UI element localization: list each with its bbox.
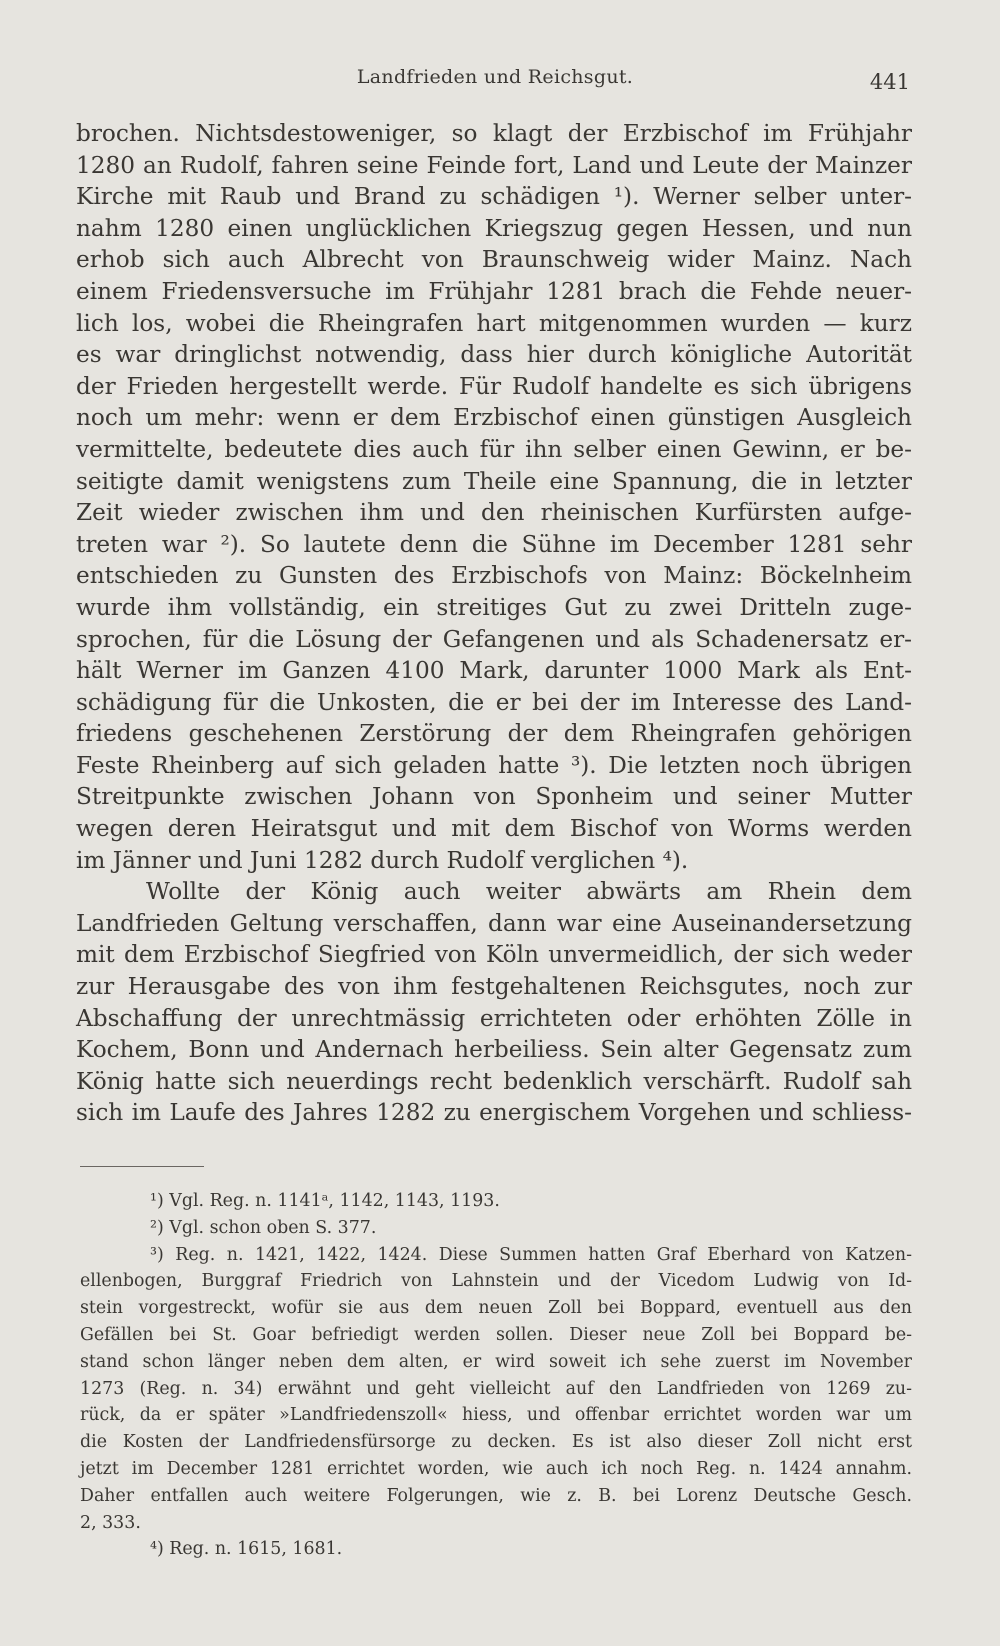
- footnote-line: ellenbogen, Burggraf Friedrich von Lahnstein und der Vicedom Ludwig von Id-: [80, 1271, 912, 1292]
- text-line: lich los, wobei die Rheingrafen hart mitgenommen wurden — kurz: [76, 309, 912, 337]
- text-line: brochen. Nichtsdestoweniger, so klagt der Erzbischof im Frühjahr: [76, 120, 912, 147]
- footnote-line: Daher entfallen auch weitere Folgerungen, wie z. B. bei Lorenz Deutsche Gesch.: [80, 1485, 912, 1506]
- text-line: friedens geschehenen Zerstörung der dem Rheingrafen gehörigen: [76, 720, 912, 748]
- text-line: 1280 an Rudolf, fahren seine Feinde fort, Land und Leute der Mainzer: [76, 151, 912, 179]
- text-line: seitigte damit wenigstens zum Theile eine Spannung, die in letzter: [76, 467, 912, 495]
- text-line: Landfrieden Geltung verschaffen, dann war eine Auseinandersetzung: [76, 909, 912, 937]
- footnote-2: ²) Vgl. schon oben S. 377.: [150, 1217, 377, 1238]
- text-line: sich im Laufe des Jahres 1282 zu energischem Vorgehen und schliess-: [76, 1099, 912, 1127]
- text-line: sprochen, für die Lösung der Gefangenen und als Schadenersatz er-: [76, 625, 912, 653]
- text-line: vermittelte, bedeutete dies auch für ihn selber einen Gewinn, er be-: [76, 435, 912, 463]
- text-line: mit dem Erzbischof Siegfried von Köln unvermeidlich, der sich weder: [76, 941, 912, 969]
- footnote-line: stein vorgestreckt, wofür sie aus dem neuen Zoll bei Boppard, eventuell aus den: [80, 1298, 912, 1319]
- footnote-line: Gefällen bei St. Goar befriedigt werden sollen. Dieser neue Zoll bei Boppard be-: [80, 1324, 912, 1345]
- running-title: Landfrieden und Reichsgut.: [356, 66, 634, 88]
- text-line: zur Herausgabe des von ihm festgehaltenen Reichsgutes, noch zur: [76, 973, 912, 1001]
- footnote-line: 2, 333.: [80, 1512, 141, 1533]
- footnote-line: die Kosten der Landfriedensfürsorge zu decken. Es ist also dieser Zoll nicht erst: [80, 1432, 912, 1453]
- text-line: Feste Rheinberg auf sich geladen hatte ³). Die letzten noch übrigen: [76, 751, 912, 779]
- footnote-divider: [80, 1166, 204, 1167]
- footnote-line: rück, da er später »Landfriedenszoll« hiess, und offenbar errichtet worden war um: [80, 1405, 912, 1426]
- text-line: Streitpunkte zwischen Johann von Sponheim und seiner Mutter: [76, 783, 912, 811]
- footnote-line: jetzt im December 1281 errichtet worden, wie auch ich noch Reg. n. 1424 annahm.: [80, 1458, 912, 1479]
- text-line: der Frieden hergestellt werde. Für Rudolf handelte es sich übrigens: [76, 372, 912, 400]
- footnote-line: stand schon länger neben dem alten, er wird soweit ich sehe zuerst im November: [80, 1351, 912, 1372]
- running-header: [80, 62, 910, 94]
- text-line: Kirche mit Raub und Brand zu schädigen ¹). Werner selber unter-: [76, 183, 912, 211]
- text-line: König hatte sich neuerdings recht bedenklich verschärft. Rudolf sah: [76, 1067, 912, 1095]
- text-line: Kochem, Bonn und Andernach herbeiliess. Sein alter Gegensatz zum: [76, 1036, 912, 1064]
- page-number: 441: [869, 70, 910, 94]
- text-line: hält Werner im Ganzen 4100 Mark, darunter 1000 Mark als Ent-: [76, 657, 912, 685]
- text-line: wegen deren Heiratsgut und mit dem Bischof von Worms werden: [76, 815, 912, 843]
- text-line: erhob sich auch Albrecht von Braunschweig wider Mainz. Nach: [76, 246, 912, 274]
- footnote-3: ³) Reg. n. 1421, 1422, 1424. Diese Summen hatten Graf Eberhard von Katzen-: [150, 1244, 912, 1265]
- paragraph-start-line: Wollte der König auch weiter abwärts am Rhein dem: [146, 878, 912, 906]
- text-line: Abschaffung der unrechtmässig errichteten oder erhöhten Zölle in: [76, 1004, 912, 1032]
- text-line: einem Friedensversuche im Frühjahr 1281 brach die Fehde neuer-: [76, 277, 912, 305]
- main-text-block: [76, 118, 912, 1129]
- paragraph-end-line: im Jänner und Juni 1282 durch Rudolf verglichen ⁴).: [76, 846, 689, 874]
- footnote-4: ⁴) Reg. n. 1615, 1681.: [150, 1539, 343, 1560]
- text-line: es war dringlichst notwendig, dass hier durch königliche Autorität: [76, 341, 912, 369]
- footnotes-block: [80, 1188, 912, 1563]
- text-line: entschieden zu Gunsten des Erzbischofs von Mainz: Böckelnheim: [76, 562, 912, 590]
- text-line: noch um mehr: wenn er dem Erzbischof einen günstigen Ausgleich: [76, 404, 912, 432]
- text-line: schädigung für die Unkosten, die er bei der im Interesse des Land-: [76, 688, 912, 716]
- text-line: treten war ²). So lautete denn die Sühne im December 1281 sehr: [76, 530, 912, 558]
- text-line: Zeit wieder zwischen ihm und den rheinischen Kurfürsten aufge-: [76, 499, 912, 527]
- footnote-1: ¹) Vgl. Reg. n. 1141ᵃ, 1142, 1143, 1193.: [150, 1191, 500, 1211]
- text-line: wurde ihm vollständig, ein streitiges Gut zu zwei Dritteln zuge-: [76, 593, 912, 621]
- footnote-line: 1273 (Reg. n. 34) erwähnt und geht vielleicht auf den Landfrieden von 1269 zu-: [80, 1378, 912, 1399]
- text-line: nahm 1280 einen unglücklichen Kriegszug gegen Hessen, und nun: [76, 214, 912, 242]
